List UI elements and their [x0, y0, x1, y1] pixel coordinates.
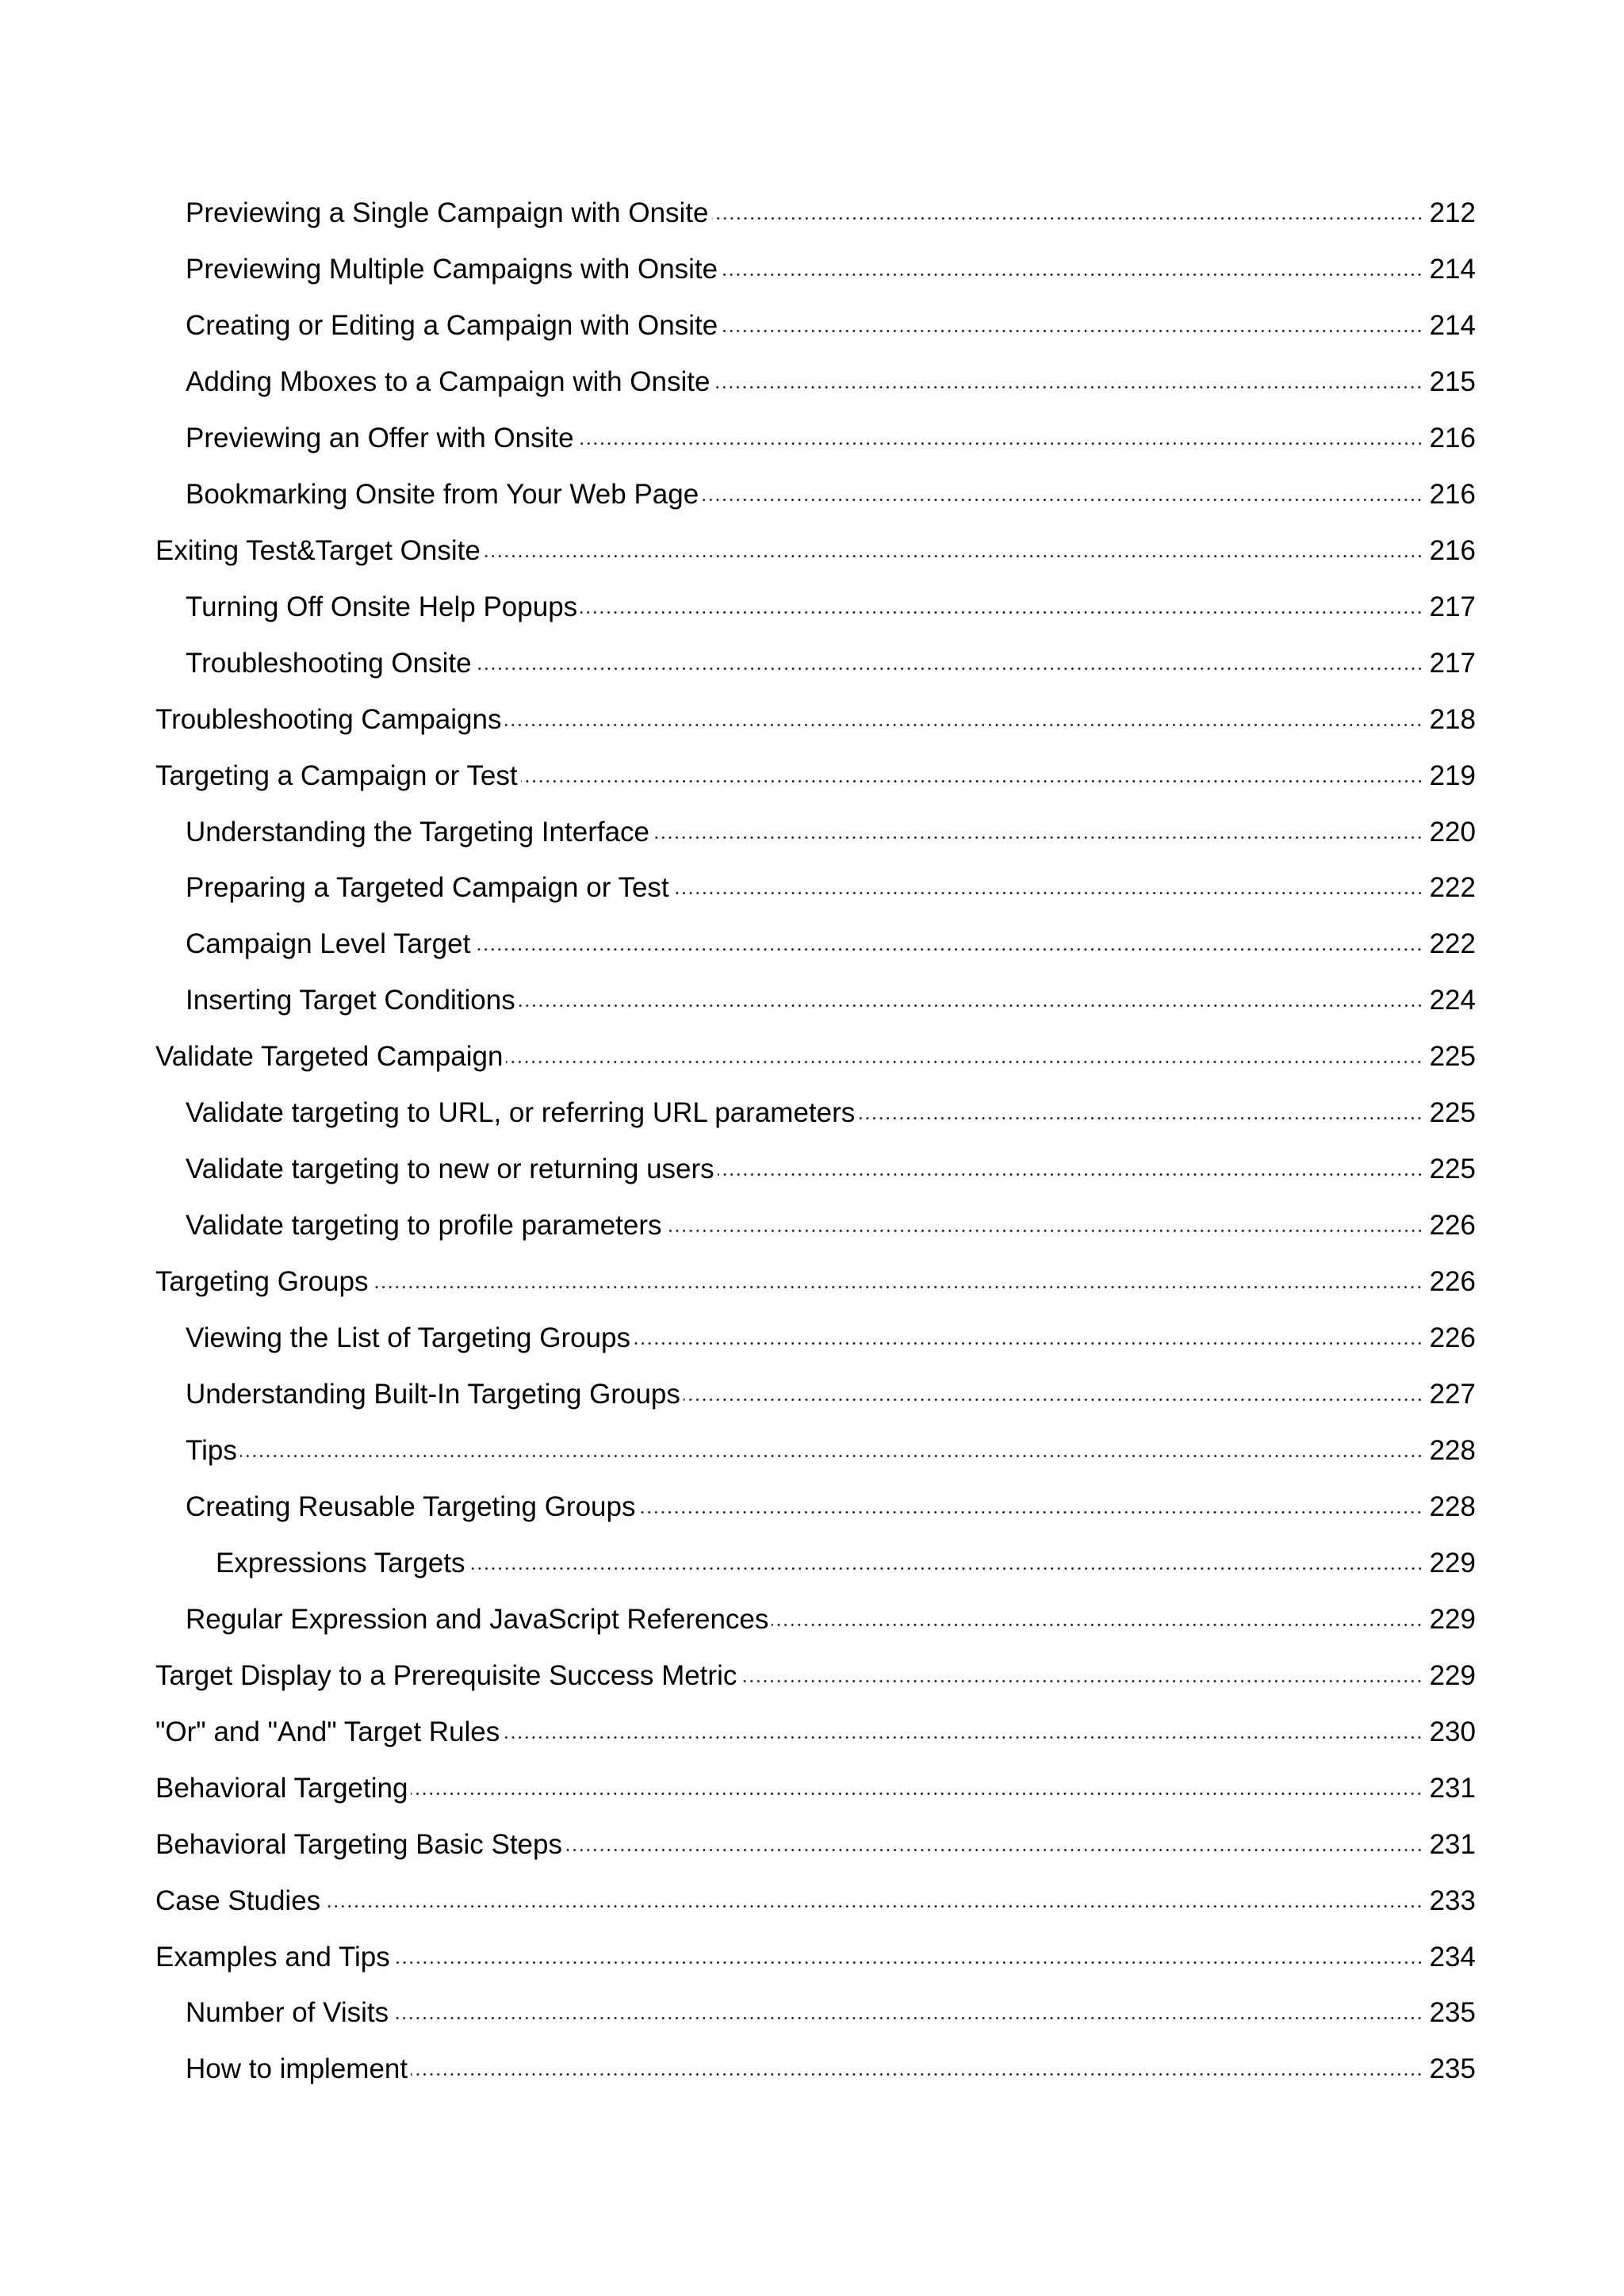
toc-entry-page-number: 219: [1429, 760, 1476, 791]
toc-entry-page-number: 233: [1429, 1885, 1476, 1916]
toc-entry[interactable]: [186, 1371, 1476, 1418]
toc-entry-page-number: 217: [1429, 647, 1476, 679]
toc-entry[interactable]: [155, 1709, 1476, 1756]
toc-entry-page-number: 217: [1429, 591, 1476, 622]
dot-leader: [672, 892, 1423, 894]
toc-entry-title: Inserting Target Conditions: [186, 985, 515, 1016]
toc-entry-page-number: 229: [1429, 1603, 1476, 1635]
dot-leader: [721, 330, 1423, 332]
toc-entry[interactable]: [155, 1821, 1476, 1869]
toc-entry-title: Number of Visits: [186, 1997, 389, 2029]
toc-entry[interactable]: [155, 1934, 1476, 1981]
toc-entry[interactable]: [155, 1877, 1476, 1925]
toc-entry[interactable]: [186, 471, 1476, 519]
dot-leader: [638, 1511, 1423, 1513]
dot-leader: [411, 1793, 1423, 1795]
toc-entry-title: Target Display to a Prerequisite Success Metric: [155, 1659, 737, 1691]
dot-leader: [393, 1961, 1423, 1964]
dot-leader: [634, 1342, 1423, 1345]
dot-leader: [718, 1173, 1423, 1176]
dot-leader: [324, 1905, 1423, 1908]
toc-entry-title: Expressions Targets: [216, 1547, 465, 1578]
toc-entry-page-number: 226: [1429, 1266, 1476, 1297]
toc-entry-title: Previewing an Offer with Onsite: [186, 422, 574, 453]
toc-entry-page-number: 224: [1429, 985, 1476, 1016]
toc-entry[interactable]: [186, 2045, 1476, 2093]
toc-entry[interactable]: [186, 1427, 1476, 1475]
toc-entry-page-number: 235: [1429, 2053, 1476, 2085]
toc-entry-page-number: 225: [1429, 1041, 1476, 1073]
toc-entry[interactable]: [186, 1483, 1476, 1531]
toc-entry-page-number: 212: [1429, 197, 1476, 228]
dot-leader: [577, 442, 1423, 445]
dot-leader: [371, 1286, 1423, 1288]
dot-leader: [473, 948, 1423, 951]
toc-entry[interactable]: [186, 864, 1476, 912]
toc-entry-page-number: 229: [1429, 1659, 1476, 1691]
toc-entry-title: Validate targeting to new or returning users: [186, 1154, 714, 1185]
toc-entry-title: Previewing a Single Campaign with Onsite: [186, 197, 709, 228]
toc-entry-page-number: 218: [1429, 703, 1476, 735]
toc-entry[interactable]: [186, 1314, 1476, 1362]
dot-leader: [858, 1117, 1423, 1119]
toc-entry-title: Understanding Built-In Targeting Groups: [186, 1379, 680, 1410]
toc-entry[interactable]: [186, 1202, 1476, 1249]
toc-entry[interactable]: [186, 415, 1476, 462]
toc-entry[interactable]: [155, 1033, 1476, 1081]
toc-entry-page-number: 228: [1429, 1434, 1476, 1466]
toc-entry[interactable]: [186, 189, 1476, 237]
toc-entry-title: Troubleshooting Campaigns: [155, 703, 502, 735]
toc-entry-page-number: 215: [1429, 365, 1476, 397]
toc-entry[interactable]: [155, 696, 1476, 744]
toc-entry-title: Tips: [186, 1434, 237, 1466]
toc-entry-title: Previewing Multiple Campaigns with Onsite: [186, 253, 718, 285]
toc-entry[interactable]: [155, 1765, 1476, 1812]
toc-entry-title: Exiting Test&Target Onsite: [155, 534, 481, 566]
dot-leader: [484, 555, 1423, 557]
toc-entry-title: Creating Reusable Targeting Groups: [186, 1490, 636, 1522]
toc-entry-title: "Or" and "And" Target Rules: [155, 1716, 500, 1747]
toc-entry-page-number: 222: [1429, 872, 1476, 904]
dot-leader: [503, 1736, 1423, 1739]
dot-leader: [521, 780, 1423, 783]
toc-entry[interactable]: [186, 809, 1476, 856]
toc-entry-title: Case Studies: [155, 1885, 321, 1916]
toc-entry-title: Regular Expression and JavaScript References: [186, 1603, 769, 1635]
toc-entry-title: How to implement: [186, 2053, 408, 2085]
toc-entry[interactable]: [186, 640, 1476, 687]
toc-entry[interactable]: [186, 302, 1476, 350]
toc-entry-title: Understanding the Targeting Interface: [186, 816, 650, 848]
toc-entry-title: Adding Mboxes to a Campaign with Onsite: [186, 365, 710, 397]
dot-leader: [712, 217, 1423, 220]
toc-entry-page-number: 229: [1429, 1547, 1476, 1578]
toc-entry-page-number: 228: [1429, 1490, 1476, 1522]
dot-leader: [506, 1061, 1423, 1063]
dot-leader: [240, 1455, 1423, 1457]
toc-entry[interactable]: [186, 1989, 1476, 2037]
dot-leader: [504, 724, 1423, 726]
toc-entry[interactable]: [186, 358, 1476, 406]
toc-entry[interactable]: [155, 1258, 1476, 1306]
dot-leader: [519, 1004, 1423, 1007]
dot-leader: [684, 1399, 1423, 1401]
dot-leader: [411, 2073, 1423, 2076]
toc-entry-title: Bookmarking Onsite from Your Web Page: [186, 478, 699, 510]
toc-entry[interactable]: [186, 977, 1476, 1024]
toc-entry-title: Preparing a Targeted Campaign or Test: [186, 872, 669, 904]
toc-entry-title: Examples and Tips: [155, 1941, 390, 1973]
toc-entry-page-number: 216: [1429, 534, 1476, 566]
dot-leader: [392, 2017, 1423, 2019]
toc-entry[interactable]: [186, 1089, 1476, 1137]
toc-entry-title: Creating or Editing a Campaign with Onsite: [186, 309, 718, 341]
toc-entry-page-number: 216: [1429, 422, 1476, 453]
dot-leader: [772, 1624, 1423, 1626]
toc-entry-page-number: 214: [1429, 309, 1476, 341]
toc-entry-page-number: 234: [1429, 1941, 1476, 1973]
toc-entry-page-number: 220: [1429, 816, 1476, 848]
toc-entry-page-number: 225: [1429, 1097, 1476, 1129]
toc-entry[interactable]: [186, 246, 1476, 293]
toc-entry[interactable]: [186, 1146, 1476, 1193]
toc-entry-title: Validate targeting to profile parameters: [186, 1210, 662, 1242]
toc-entry-page-number: 222: [1429, 928, 1476, 960]
toc-entry-page-number: 226: [1429, 1322, 1476, 1353]
dot-leader: [740, 1680, 1423, 1682]
toc-entry-page-number: 235: [1429, 1997, 1476, 2029]
toc-entry-title: Behavioral Targeting: [155, 1772, 408, 1804]
dot-leader: [721, 274, 1423, 276]
toc-entry-page-number: 226: [1429, 1210, 1476, 1242]
dot-leader: [475, 668, 1423, 670]
dot-leader: [580, 611, 1423, 614]
toc-entry[interactable]: [155, 527, 1476, 575]
toc-entry-page-number: 231: [1429, 1828, 1476, 1860]
toc-entry-title: Campaign Level Target: [186, 928, 471, 960]
toc-entry-page-number: 227: [1429, 1379, 1476, 1410]
toc-entry-title: Targeting Groups: [155, 1266, 369, 1297]
toc-entry-title: Viewing the List of Targeting Groups: [186, 1322, 630, 1353]
dot-leader: [469, 1567, 1423, 1570]
toc-entry-title: Troubleshooting Onsite: [186, 647, 472, 679]
toc-entry-page-number: 231: [1429, 1772, 1476, 1804]
toc-entry-page-number: 216: [1429, 478, 1476, 510]
toc-entry-title: Validate targeting to URL, or referring URL parameters: [186, 1097, 856, 1129]
toc-entry[interactable]: [216, 1540, 1476, 1587]
toc-entry-page-number: 225: [1429, 1154, 1476, 1185]
toc-entry-title: Turning Off Onsite Help Popups: [186, 591, 578, 622]
dot-leader: [713, 386, 1423, 388]
dot-leader: [653, 836, 1423, 839]
toc-entry[interactable]: [186, 920, 1476, 968]
dot-leader: [565, 1849, 1423, 1851]
toc-entry[interactable]: [186, 584, 1476, 631]
toc-entry-page-number: 214: [1429, 253, 1476, 285]
toc-entry-title: Validate Targeted Campaign: [155, 1041, 504, 1073]
toc-entry-title: Targeting a Campaign or Test: [155, 760, 518, 791]
toc-entry-page-number: 230: [1429, 1716, 1476, 1747]
toc-entry[interactable]: [155, 752, 1476, 800]
toc-entry-title: Behavioral Targeting Basic Steps: [155, 1828, 562, 1860]
dot-leader: [665, 1230, 1423, 1232]
toc-entry[interactable]: [155, 1652, 1476, 1700]
dot-leader: [702, 499, 1423, 501]
toc-entry[interactable]: [186, 1596, 1476, 1644]
